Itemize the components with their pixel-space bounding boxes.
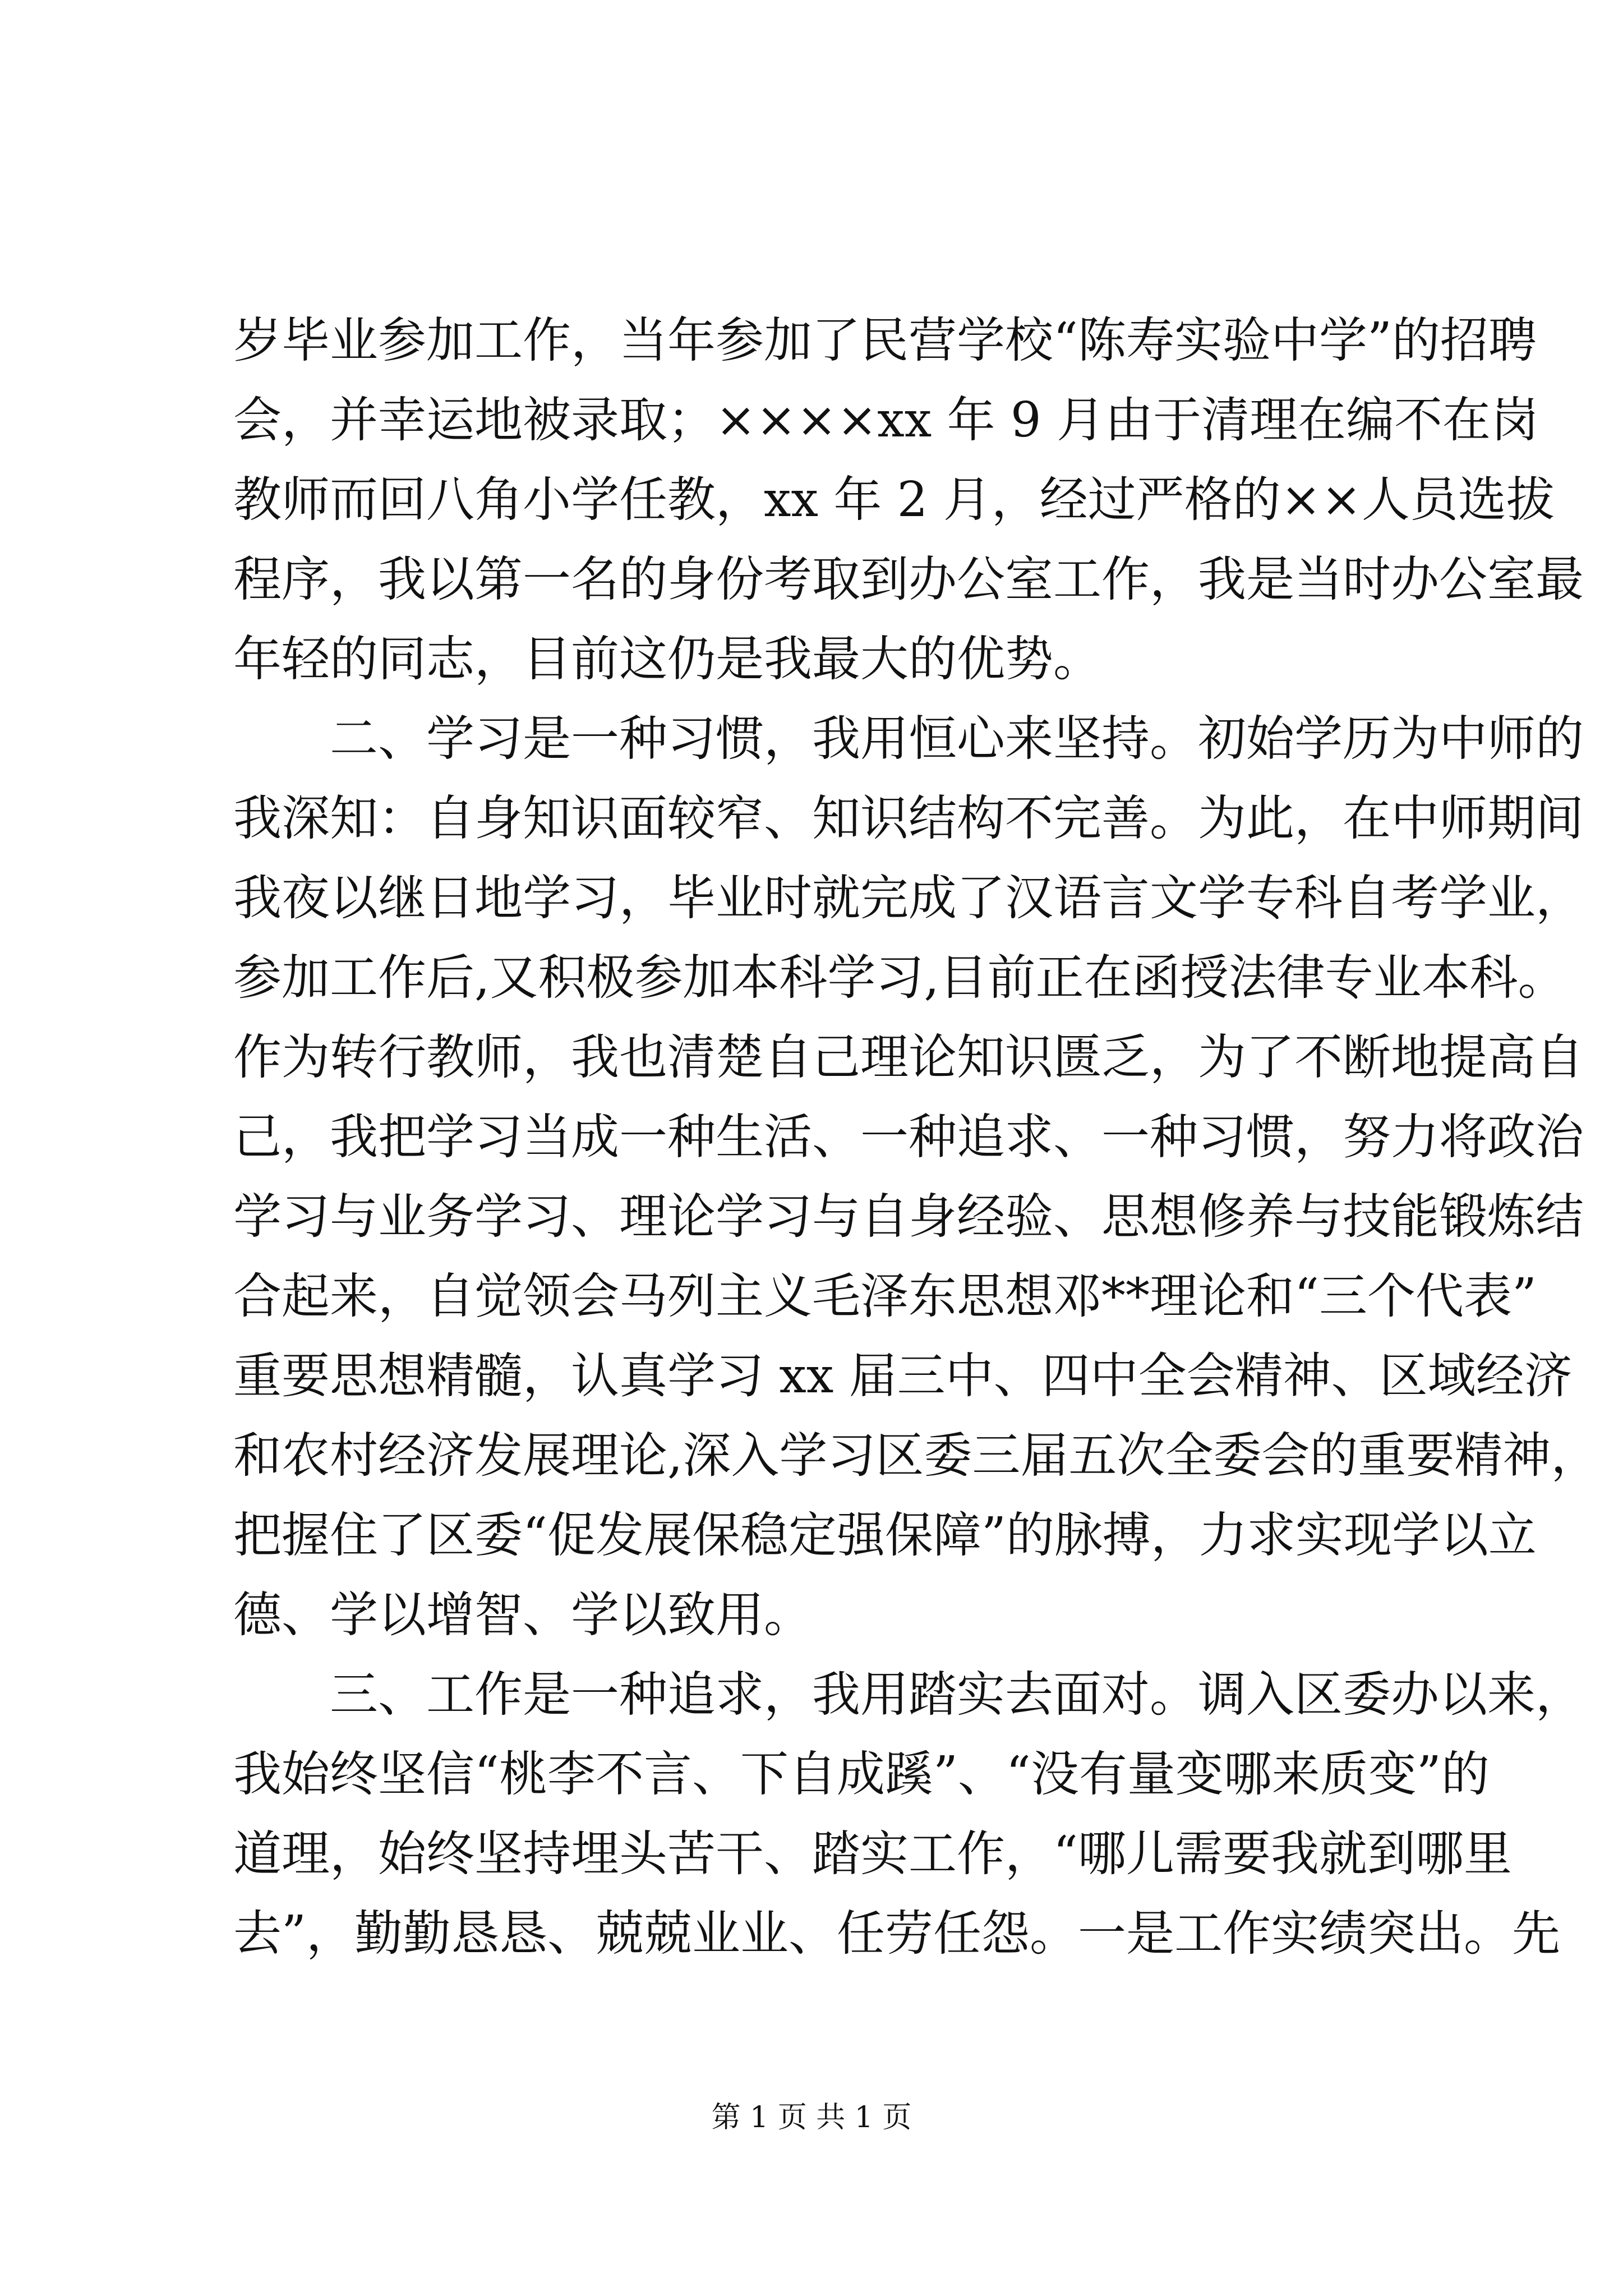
text-line: 三、工作是一种追求，我用踏实去面对。调入区委办以来， xyxy=(330,1667,1584,1723)
text-line: 合起来，自觉领会马列主义毛泽东思想邓**理论和“三个代表” xyxy=(233,1268,1537,1324)
text-line: 把握住了区委“促发展保稳定强保障”的脉搏，力求实现学以立 xyxy=(233,1507,1537,1563)
text-line: 道理，始终坚持埋头苦干、踏实工作，“哪儿需要我就到哪里 xyxy=(233,1826,1512,1882)
text-line: 二、学习是一种习惯，我用恒心来坚持。初始学历为中师的 xyxy=(330,711,1584,767)
text-line: 岁毕业参加工作，当年参加了民营学校“陈寿实验中学”的招聘 xyxy=(233,312,1537,369)
text-line: 德、学以增智、学以致用。 xyxy=(233,1587,812,1643)
text-line: 去”，勤勤恳恳、兢兢业业、任劳任怨。一是工作实绩突出。先 xyxy=(233,1906,1560,1962)
text-line: 和农村经济发展理论,深入学习区委三届五次全委会的重要精神， xyxy=(233,1428,1599,1484)
paragraph-3 xyxy=(233,1655,1584,1973)
text-line: 己，我把学习当成一种生活、一种追求、一种习惯，努力将政治 xyxy=(233,1109,1584,1165)
text-line: 我始终坚信“桃李不言、下自成蹊”、“没有量变哪来质变”的 xyxy=(233,1746,1490,1802)
text-line: 我深知：自身知识面较窄、知识结构不完善。为此，在中师期间 xyxy=(233,790,1584,846)
text-line: 作为转行教师，我也清楚自己理论知识匮乏，为了不断地提高自 xyxy=(233,1029,1584,1085)
paragraph-2 xyxy=(233,699,1599,1655)
text-line: 我夜以继日地学习，毕业时就完成了汉语言文学专科自考学业， xyxy=(233,870,1584,926)
text-line: 重要思想精髓，认真学习 xx 届三中、四中全会精神、区域经济 xyxy=(233,1348,1573,1404)
text-line: 会，并幸运地被录取；××××xx 年 9 月由于清理在编不在岗 xyxy=(233,392,1539,448)
text-line: 教师而回八角小学任教，xx 年 2 月，经过严格的××人员选拔 xyxy=(233,472,1555,528)
text-line: 学习与业务学习、理论学习与自身经验、思想修养与技能锻炼结 xyxy=(233,1189,1584,1245)
text-line: 参加工作后,又积极参加本科学习,目前正在函授法律专业本科。 xyxy=(233,950,1566,1006)
text-line: 年轻的同志，目前这仍是我最大的优势。 xyxy=(233,631,1101,687)
page-number-footer: 第 1 页 共 1 页 xyxy=(711,2101,912,2134)
paragraph-1 xyxy=(233,301,1584,699)
document-body xyxy=(233,301,1599,1973)
text-line: 程序，我以第一名的身份考取到办公室工作，我是当时办公室最 xyxy=(233,551,1584,608)
